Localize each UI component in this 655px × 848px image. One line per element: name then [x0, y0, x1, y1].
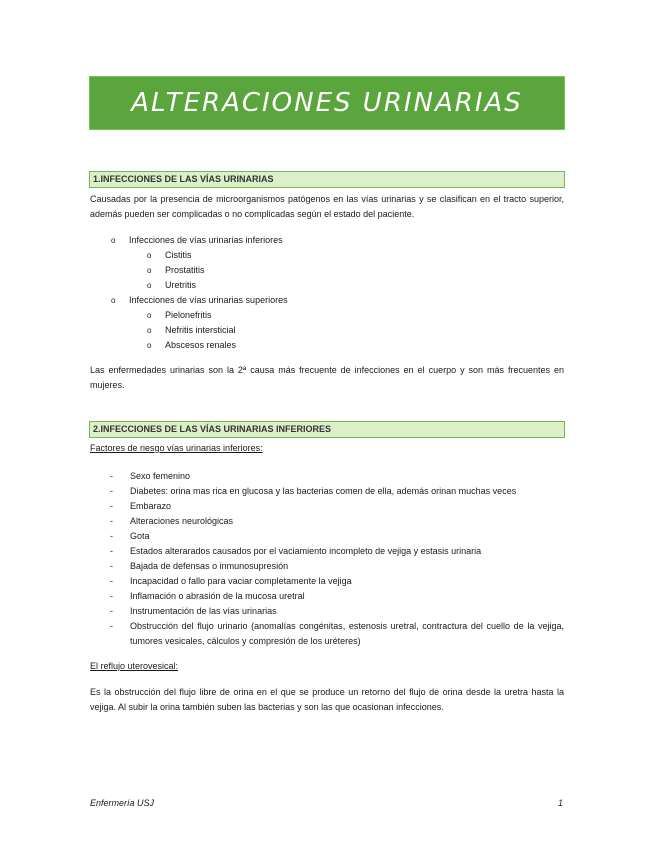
list-item: - Bajada de defensas o inmunosupresión [110, 559, 564, 574]
circle-bullet-icon: o [147, 326, 152, 335]
circle-bullet-icon: o [147, 266, 152, 275]
section-2-heading: 2.INFECCIONES DE LAS VÍAS URINARIAS INFERIORES [89, 421, 565, 438]
list-item-label: Cistitis [165, 250, 192, 260]
group-label: Infecciones de vías urinarias superiores [129, 295, 288, 305]
dash-bullet-icon: - [110, 621, 113, 631]
list-item: - Alteraciones neurológicas [110, 514, 564, 529]
section-1-outro: Las enfermedades urinarias son la 2ª causa más frecuente de infecciones en el cuerpo y son más frecuentes en mujeres. [90, 365, 564, 390]
list-item [147, 263, 205, 278]
circle-bullet-icon: o [147, 341, 152, 350]
list-item-label: Nefritis intersticial [165, 325, 236, 335]
risk-factors-title: Factores de riesgo vías urinarias inferiores: [90, 443, 263, 453]
dash-bullet-icon: - [110, 576, 113, 586]
group-item [111, 293, 288, 308]
circle-bullet-icon: o [111, 296, 116, 305]
circle-bullet-icon: o [147, 311, 152, 320]
group-item [111, 233, 283, 248]
list-item-label: Uretritis [165, 280, 196, 290]
dash-bullet-icon: - [110, 561, 113, 571]
list-item: - Obstrucción del flujo urinario (anomalías congénitas, estenosis uretral, contractura del cuello de la vejiga, tumores vesicales, cálculos y compresión de los uréteres) [110, 621, 564, 646]
list-item: - Incapacidad o fallo para vaciar completamente la vejiga [110, 574, 564, 589]
dash-bullet-icon: - [110, 486, 113, 496]
dash-bullet-icon: - [110, 471, 113, 481]
group-label: Infecciones de vías urinarias inferiores [129, 235, 283, 245]
reflux-text: Es la obstrucción del flujo libre de orina en el que se produce un retorno del flujo de orina desde la uretra hasta la vejiga. Al subir la orina también suben las bacterias y son las que ocasionan infecciones. [90, 687, 564, 712]
list-item: - Diabetes: orina mas rica en glucosa y las bacterias comen de ella, además orinan muchas veces [110, 484, 564, 499]
list-item [147, 308, 212, 323]
list-item-label: Abscesos renales [165, 340, 237, 350]
list-item: - Gota [110, 529, 564, 544]
document-title: ALTERACIONES URINARIAS [131, 88, 523, 118]
list-item: - Embarazo [110, 499, 564, 514]
footer-label: Enfermería USJ [90, 798, 155, 808]
dash-bullet-icon: - [110, 531, 113, 541]
section-1-intro: Causadas por la presencia de microorganismos patógenos en las vías urinarias y se clasifican en el tracto superior, además pueden ser complicadas o no complicadas según el estado del paciente. [90, 194, 564, 219]
list-item: - Inflamación o abrasión de la mucosa uretral [110, 589, 564, 604]
dash-bullet-icon: - [110, 546, 113, 556]
list-item [147, 323, 236, 338]
dash-bullet-icon: - [110, 591, 113, 601]
list-item [147, 338, 236, 353]
list-item [147, 278, 196, 293]
dash-bullet-icon: - [110, 606, 113, 616]
page-number: 1 [558, 798, 564, 808]
list-item [147, 248, 192, 263]
risk-factor-list [110, 469, 564, 649]
list-item: - Instrumentación de las vías urinarias [110, 604, 564, 619]
title-banner [89, 76, 565, 130]
dash-bullet-icon: - [110, 501, 113, 511]
reflux-title: El reflujo uterovesical: [90, 661, 179, 671]
list-item: - Sexo femenino [110, 469, 564, 484]
section-1-heading: 1.INFECCIONES DE LAS VÍAS URINARIAS [89, 171, 565, 188]
circle-bullet-icon: o [147, 281, 152, 290]
list-item-label: Prostatitis [165, 265, 205, 275]
dash-bullet-icon: - [110, 516, 113, 526]
circle-bullet-icon: o [111, 236, 116, 245]
circle-bullet-icon: o [147, 251, 152, 260]
list-item-label: Pielonefritis [165, 310, 212, 320]
list-item: - Estados alterarados causados por el vaciamiento incompleto de vejiga y estasis urinaria [110, 544, 564, 559]
